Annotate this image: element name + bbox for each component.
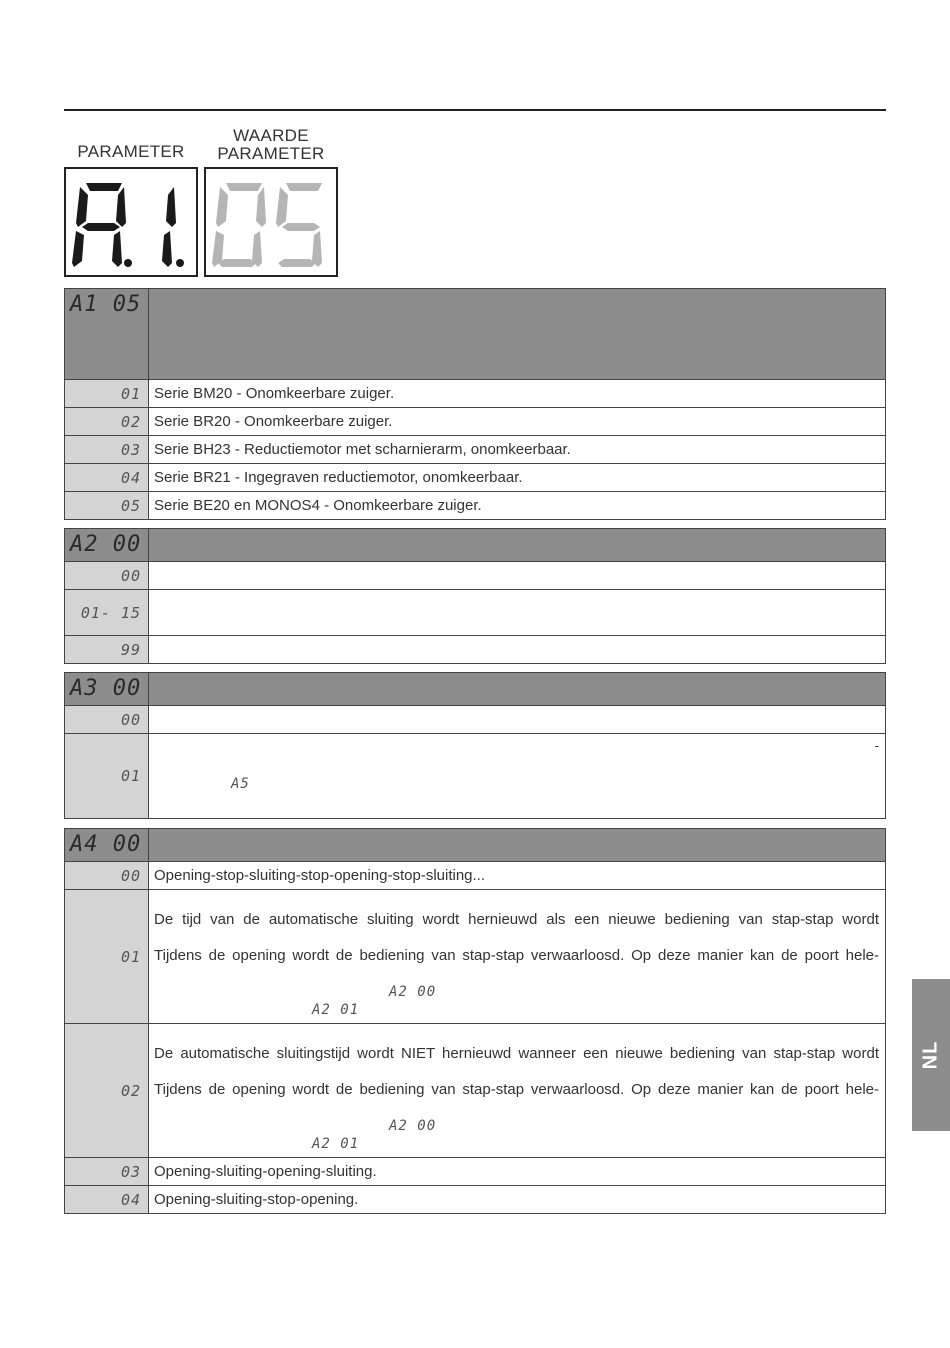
inline-param-code: A2 00: [389, 1118, 437, 1134]
table-a2-code: A2 00: [70, 532, 142, 557]
row-description: Serie BR21 - Ingegraven reductiemotor, onomkeerbaar.: [149, 464, 886, 492]
decimal-dot-2: [176, 259, 184, 267]
language-tab-label: NL: [919, 1040, 942, 1070]
language-tab: [912, 979, 950, 1131]
hyphen-mark: -: [874, 738, 879, 753]
table-a3-header-desc: [149, 673, 886, 706]
row-code: 00: [120, 710, 141, 729]
row-description: [149, 636, 886, 664]
inline-param-code: A2 01: [312, 1002, 360, 1018]
paragraph-line-1: De tijd van de automatische sluiting wordt hernieuwd als een nieuwe bediening van stap-stap wordt: [154, 911, 879, 928]
row-description: Serie BR20 - Onomkeerbare zuiger.: [149, 408, 886, 436]
table-row: [65, 380, 886, 408]
table-a3-code: A3 00: [70, 676, 142, 701]
table-a2-header: [65, 529, 886, 562]
row-code-cell: [65, 1024, 149, 1158]
table-a2-code-cell: [65, 529, 149, 562]
row-code: 05: [120, 496, 141, 515]
row-description: Serie BM20 - Onomkeerbare zuiger.: [149, 380, 886, 408]
table-a4-code-cell: [65, 829, 149, 862]
value-label: [204, 127, 338, 163]
table-row: [65, 492, 886, 520]
table-a1-code: A1 05: [70, 292, 142, 317]
parameter-label: [64, 143, 198, 161]
table-a3: [64, 672, 886, 819]
row-description: Serie BH23 - Reductiemotor met scharnierarm, onomkeerbaar.: [149, 436, 886, 464]
table-row: [65, 890, 886, 1024]
table-a4-header-desc: [149, 829, 886, 862]
row-description: [149, 890, 886, 1024]
table-a4: [64, 828, 886, 1214]
row-description: Opening-sluiting-opening-sluiting.: [149, 1158, 886, 1186]
table-row: [65, 464, 886, 492]
decimal-dot-1: [124, 259, 132, 267]
row-code-cell: [65, 636, 149, 664]
row-code: 01: [120, 384, 141, 403]
row-code: 03: [120, 1162, 141, 1181]
value-digits-graphic: [206, 169, 336, 275]
row-code: 01: [120, 947, 141, 966]
row-code: 02: [120, 1081, 141, 1100]
inline-param-code: A5: [231, 776, 250, 792]
row-code-cell: [65, 590, 149, 636]
table-row: [65, 562, 886, 590]
segment-digit-1: [162, 187, 176, 267]
table-row: [65, 636, 886, 664]
row-code-cell: [65, 436, 149, 464]
row-code: 04: [120, 468, 141, 487]
row-code: 02: [120, 412, 141, 431]
row-code-cell: [65, 492, 149, 520]
row-code: 04: [120, 1190, 141, 1209]
row-description: [149, 1024, 886, 1158]
table-row: [65, 590, 886, 636]
parameter-digits-graphic: [66, 169, 196, 275]
row-code: 03: [120, 440, 141, 459]
row-code: 00: [120, 866, 141, 885]
row-code-cell: [65, 1158, 149, 1186]
table-a3-header: [65, 673, 886, 706]
row-code-cell: [65, 1186, 149, 1214]
top-rule: [64, 109, 886, 111]
row-code: 00: [120, 566, 141, 585]
table-row: [65, 734, 886, 819]
paragraph-line-1: De automatische sluitingstijd wordt NIET hernieuwd wanneer een nieuwe bediening van stap-stap wordt: [154, 1045, 879, 1062]
inline-param-code: A2 00: [389, 984, 437, 1000]
table-a4-header: [65, 829, 886, 862]
table-row: [65, 1158, 886, 1186]
inline-param-code: A2 01: [312, 1136, 360, 1152]
table-a1: [64, 288, 886, 520]
value-label-line1: WAARDE: [233, 126, 309, 145]
table-row: [65, 706, 886, 734]
row-description: [149, 562, 886, 590]
row-code-cell: [65, 862, 149, 890]
row-code-cell: [65, 734, 149, 819]
row-code-cell: [65, 562, 149, 590]
row-description: [149, 734, 886, 819]
table-row: [65, 408, 886, 436]
row-code-cell: [65, 464, 149, 492]
table-a3-code-cell: [65, 673, 149, 706]
segment-digit-a: [72, 183, 126, 267]
row-description: Opening-sluiting-stop-opening.: [149, 1186, 886, 1214]
parameter-display: [64, 167, 198, 277]
value-display: [204, 167, 338, 277]
row-description: [149, 590, 886, 636]
table-a1-header: [65, 289, 886, 380]
row-code-cell: [65, 706, 149, 734]
value-label-line2: PARAMETER: [217, 144, 325, 163]
row-code: 01: [120, 767, 141, 785]
row-code-cell: [65, 890, 149, 1024]
row-code-cell: [65, 380, 149, 408]
row-description: Serie BE20 en MONOS4 - Onomkeerbare zuiger.: [149, 492, 886, 520]
table-a2: [64, 528, 886, 664]
table-a4-code: A4 00: [70, 832, 142, 857]
row-description: [149, 706, 886, 734]
segment-digit-0: [212, 183, 266, 267]
table-a1-header-desc: [149, 289, 886, 380]
paragraph-line-2: Tijdens de opening wordt de bediening van stap-stap verwaarloosd. Op deze manier kan de poort hele-: [154, 1081, 879, 1098]
paragraph-line-2: Tijdens de opening wordt de bediening van stap-stap verwaarloosd. Op deze manier kan de poort hele-: [154, 947, 879, 964]
table-a2-header-desc: [149, 529, 886, 562]
table-a1-code-cell: [65, 289, 149, 380]
segment-digit-5: [276, 183, 322, 267]
table-row: [65, 1186, 886, 1214]
table-row: [65, 436, 886, 464]
row-code: 01- 15: [80, 603, 141, 622]
row-code-cell: [65, 408, 149, 436]
parameter-label-text: PARAMETER: [77, 142, 185, 161]
table-row: [65, 862, 886, 890]
row-description: Opening-stop-sluiting-stop-opening-stop-sluiting...: [149, 862, 886, 890]
row-code: 99: [120, 640, 141, 659]
table-row: [65, 1024, 886, 1158]
